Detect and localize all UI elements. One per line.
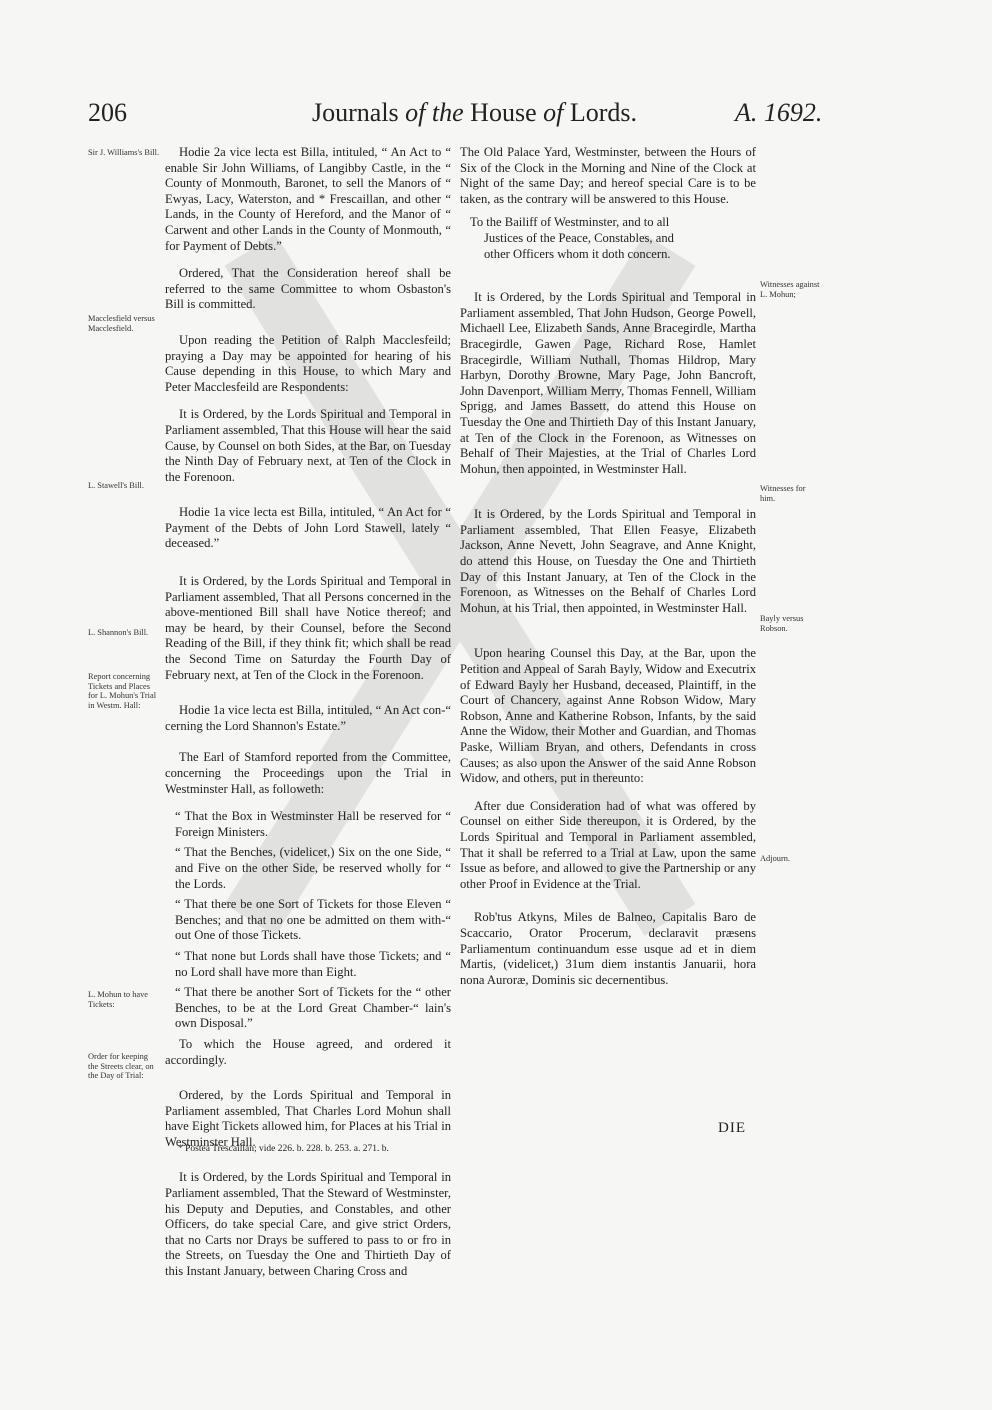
catchword: DIE (718, 1120, 746, 1136)
margin-note: L. Stawell's Bill. (88, 481, 144, 490)
entry-text: Ordered, That the Consideration hereof shall be referred to the same Committee to whom Osbaston's Bill is committed. (165, 266, 451, 312)
margin-note: Bayly versus Robson. (760, 614, 804, 633)
page-number: 206 (88, 98, 127, 127)
entry-text: Upon hearing Counsel this Day, at the Bar, upon the Petition and Appeal of Sarah Bayly, Widow and Executrix of Edward Bayly her Husband, deceased, Plaintiff, in the Court of Chancery, against Anne Robson Widow, Mary Robson, Anne and Katherine Robson, Infants, by the said Anne the Widow, their Mother and Guardian, and Thomas Paske, William Bryan, and others, Defendants in cross Causes; as also upon the Answer of the said Anne Robson Widow, and others, put in thereunto: (460, 646, 756, 786)
entry-text: The Earl of Stamford reported from the Committee, concerning the Proceedings upon the Trial in Westminster Hall, as followeth: (165, 750, 451, 796)
report-item: “ That the Benches, (videlicet,) Six on the one Side, “ and Five on the other Side, be reserved wholly for “ the Lords. (175, 845, 451, 891)
margin-note: Witnesses against L. Mohun; (760, 280, 820, 299)
report-item: “ That the Box in Westminster Hall be reserved for “ Foreign Ministers. (175, 809, 451, 839)
margin-note: Witnesses for him. (760, 484, 806, 503)
entry-text: Rob'tus Atkyns, Miles de Balneo, Capitalis Baro de Scaccario, Orator Procerum, declaravit præsens Parliamentum continuandum esse usque ad et in diem Martis, (videlicet,) 31um diem instantis Januarii, hora nona Auroræ, Dominis sic decernentibus. (460, 910, 756, 987)
address-line: To the Bailiff of Westminster, and to all (470, 215, 670, 230)
entry-text: It is Ordered, by the Lords Spiritual and Temporal in Parliament assembled, That the Steward of Westminster, his Deputy and Deputies, and Constables, and other Officers, do take special Care, and give strict Orders, that no Carts nor Drays be suffered to pass to or fro in the Streets, on Tuesday the One and Thirtieth Day of this Instant January, between Charing Cross and (165, 1170, 451, 1279)
right-column (460, 145, 756, 1000)
address-line: Justices of the Peace, Constables, and (484, 230, 674, 245)
year: A. 1692. (735, 98, 823, 127)
entry-text: It is Ordered, by the Lords Spiritual and Temporal in Parliament assembled, That Ellen Feasye, Elizabeth Jackson, Anne Nevett, John Seagrave, and Anne Knight, do attend this House, on Tuesday the One and Thirtieth Day of this Instant January, at Ten of the Clock in the Forenoon, as Witnesses on the Behalf of Charles Lord Mohun, at his Trial, then appointed, in Westminster Hall. (460, 507, 756, 615)
entry-text: After due Consideration had of what was offered by Counsel on either Side thereupon, it is Ordered, by the Lords Spiritual and Temporal in Parliament assembled, That it shall be referred to a Trial at Law, upon the same Issue as before, and allowed to give the Partnership or any other Proof in Evidence at the Trial. (460, 798, 756, 891)
margin-note: L. Mohun to have Tickets: (88, 990, 149, 1009)
margin-note: Order for keeping the Streets clear, on the Day of Trial: (88, 1052, 154, 1080)
margin-note: Report concerning Tickets and Places for L. Mohun's Trial in Westm. Hall: (88, 672, 157, 710)
report-item: “ That there be one Sort of Tickets for those Eleven “ Benches; and that no one be admitted on them with-“ out One of those Tickets. (175, 897, 451, 943)
page-header (0, 98, 992, 138)
left-column (165, 145, 451, 1292)
address-line: other Officers whom it doth concern. (484, 246, 671, 261)
margin-note: Macclesfield versus Macclesfield. (88, 314, 155, 333)
entry-text: It is Ordered, by the Lords Spiritual and Temporal in Parliament assembled, That this House will hear the said Cause, by Counsel on both Sides, at the Bar, on Tuesday the Ninth Day of February next, at Ten of the Clock in the Forenoon. (165, 407, 451, 484)
entry-text: Hodie 2a vice lecta est Billa, intituled, “ An Act to “ enable Sir John Williams, of Langibby Castle, in the “ County of Monmouth, Baronet, to sell the Manors of “ Ewyas, Lacy, Waterston, and * Frescaillan, and other “ Lands, in the County of Hereford, and the Manor of “ Carwent and other Lands in the County of Monmouth, “ for Payment of Debts.” (165, 145, 451, 253)
margin-note: Adjourn. (760, 854, 791, 863)
entry-text: Hodie 1a vice lecta est Billa, intituled, “ An Act for “ Payment of the Debts of John Lord Stawell, lately “ deceased.” (165, 505, 451, 551)
entry-text: It is Ordered, by the Lords Spiritual and Temporal in Parliament assembled, That John Hudson, George Powell, Michaell Lee, Elizabeth Sands, Anne Bracegirdle, Martha Bracegirdle, Gawen Page, Richard Rose, Hamlet Bracegirdle, William Nuthall, Thomas Hildrop, Mary Harbyn, Dorothy Browne, Mary Page, John Bancroft, John Davenport, William Merry, Thomas Fennell, William Sprigg, and James Bassett, do attend this House on Tuesday the One and Thirtieth Day of this Instant January, at Ten of the Clock in the Forenoon, as Witnesses on Behalf of Their Majesties, at the Trial of Charles Lord Mohun, then appointed, in Westminster Hall. (460, 290, 756, 476)
entry-text: Ordered, by the Lords Spiritual and Temporal in Parliament assembled, That Charles Lord Mohun shall have Eight Tickets allowed him, for Places at his Trial in Westminster Hall. (165, 1088, 451, 1149)
entry-text: Upon reading the Petition of Ralph Macclesfeild; praying a Day may be appointed for hearing of his Cause depending in this House, to which Mary and Peter Macclesfeild are Respondents: (165, 332, 451, 394)
footnote: * Postea Trescaillan; vide 226. b. 228. b. 253. a. 271. b. (178, 1144, 389, 1154)
entry-text: The Old Palace Yard, Westminster, between the Hours of Six of the Clock in the Morning and Nine of the Clock at Night of the same Day; and hereof special Care is to be taken, as the contrary will be answered to this House. (460, 145, 756, 206)
journal-title: Journals of the House of Lords. (312, 98, 638, 127)
entry-text: It is Ordered, by the Lords Spiritual and Temporal in Parliament assembled, That all Persons concerned in the above-mentioned Bill shall have Notice thereof; and may be heard, by their Counsel, before the Second Reading of the Bill, if they think fit; which shall be read the Second Time on Saturday the Fourth Day of February next, at Ten of the Clock in the Forenoon. (165, 574, 451, 682)
margin-note: Sir J. Williams's Bill. (88, 148, 160, 157)
margin-note: L. Shannon's Bill. (88, 628, 149, 637)
entry-text: Hodie 1a vice lecta est Billa, intituled, “ An Act con-“ cerning the Lord Shannon's Estate.” (165, 703, 451, 733)
address-block (460, 215, 756, 262)
entry-text: To which the House agreed, and ordered it accordingly. (165, 1036, 451, 1067)
report-item: “ That none but Lords shall have those Tickets; and “ no Lord shall have more than Eight. (175, 948, 451, 979)
report-item: “ That there be another Sort of Tickets for the “ other Benches, to be at the Lord Great Chamber-“ lain's own Disposal.” (175, 985, 451, 1031)
